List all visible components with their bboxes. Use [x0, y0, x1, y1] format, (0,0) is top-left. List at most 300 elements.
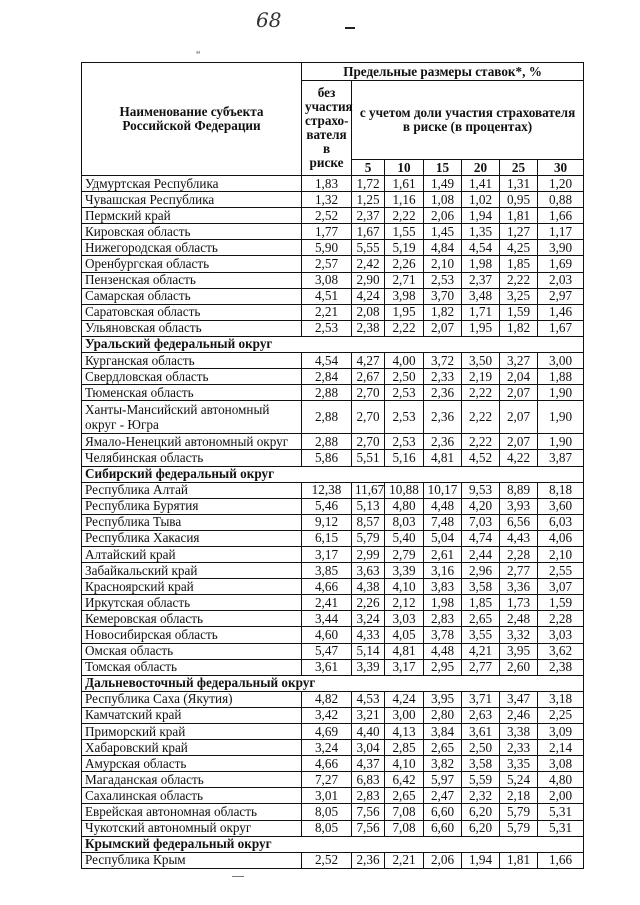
rate-value: 3,08: [538, 756, 584, 772]
rate-value: 4,84: [424, 240, 462, 256]
rate-value: 2,88: [302, 434, 352, 450]
rate-value: 5,04: [424, 530, 462, 546]
region-name: Свердловская область: [82, 369, 302, 385]
rate-value: 5,90: [302, 240, 352, 256]
header-percent: 25: [500, 160, 538, 176]
table-row: [82, 240, 584, 256]
rate-value: 2,07: [424, 320, 462, 336]
region-name: Республика Тыва: [82, 514, 302, 530]
region-name: Амурская область: [82, 756, 302, 772]
rate-value: 4,40: [352, 724, 385, 740]
table-row: [82, 788, 584, 804]
rate-value: 1,66: [538, 852, 584, 868]
rate-value: 4,80: [538, 772, 584, 788]
rate-value: 3,95: [500, 643, 538, 659]
district-row: [82, 466, 584, 482]
rate-value: 1,95: [385, 304, 424, 320]
rate-value: 2,99: [352, 546, 385, 562]
rate-value: 2,71: [385, 272, 424, 288]
rate-value: 2,79: [385, 546, 424, 562]
table-row: [82, 401, 584, 434]
rate-value: 1,02: [462, 192, 500, 208]
rate-value: 2,65: [424, 740, 462, 756]
table-row: [82, 224, 584, 240]
table-row: [82, 595, 584, 611]
region-name: Кемеровская область: [82, 611, 302, 627]
rate-value: 3,61: [462, 724, 500, 740]
rate-value: 3,32: [500, 627, 538, 643]
rate-value: 2,38: [538, 659, 584, 675]
rate-value: 2,53: [424, 272, 462, 288]
scan-dash-mark: [345, 27, 355, 29]
rate-value: 1,45: [424, 224, 462, 240]
rate-value: 6,83: [352, 772, 385, 788]
rate-value: 2,53: [302, 320, 352, 336]
rate-value: 2,12: [385, 595, 424, 611]
rate-value: 2,10: [424, 256, 462, 272]
rate-value: 5,46: [302, 498, 352, 514]
rate-value: 5,14: [352, 643, 385, 659]
rate-value: 2,21: [302, 304, 352, 320]
rate-value: 2,08: [352, 304, 385, 320]
rate-value: 3,78: [424, 627, 462, 643]
rate-value: 1,25: [352, 192, 385, 208]
table-row: [82, 707, 584, 723]
table-row: [82, 434, 584, 450]
rate-value: 2,36: [424, 434, 462, 450]
header-without-participation: без участия страхо-вателя в риске: [302, 81, 352, 176]
rate-value: 2,26: [385, 256, 424, 272]
rate-value: 2,52: [302, 852, 352, 868]
rate-value: 3,00: [538, 353, 584, 369]
rate-value: 3,01: [302, 788, 352, 804]
rate-value: 2,18: [500, 788, 538, 804]
rate-value: 1,85: [500, 256, 538, 272]
region-name: Хабаровский край: [82, 740, 302, 756]
rate-value: 3,62: [538, 643, 584, 659]
table-row: [82, 691, 584, 707]
rate-value: 3,24: [302, 740, 352, 756]
rate-value: 4,20: [462, 498, 500, 514]
rate-value: 2,07: [500, 434, 538, 450]
rate-value: 2,77: [462, 659, 500, 675]
rate-value: 2,00: [538, 788, 584, 804]
rate-value: 2,47: [424, 788, 462, 804]
rate-value: 1,41: [462, 176, 500, 192]
rate-value: 3,55: [462, 627, 500, 643]
table-row: [82, 643, 584, 659]
table-row: [82, 756, 584, 772]
rate-value: 4,38: [352, 579, 385, 595]
rate-value: 2,32: [462, 788, 500, 804]
rate-value: 8,03: [385, 514, 424, 530]
table-row: [82, 208, 584, 224]
rate-value: 3,38: [500, 724, 538, 740]
rate-value: 3,39: [385, 563, 424, 579]
rate-value: 7,08: [385, 804, 424, 820]
rate-value: 4,21: [462, 643, 500, 659]
rate-value: 1,81: [500, 852, 538, 868]
rate-value: 1,94: [462, 208, 500, 224]
rate-value: 2,55: [538, 563, 584, 579]
rate-value: 2,83: [424, 611, 462, 627]
rate-value: 4,54: [462, 240, 500, 256]
region-name: Республика Хакасия: [82, 530, 302, 546]
scan-bottom-mark: [232, 876, 244, 877]
rate-value: 1,81: [500, 208, 538, 224]
table-row: [82, 353, 584, 369]
header-with-participation: с учетом доли участия страхователя в риске (в процентах): [352, 81, 584, 160]
region-name: Омская область: [82, 643, 302, 659]
rate-value: 7,56: [352, 804, 385, 820]
rate-value: 4,81: [424, 450, 462, 466]
rates-table: [81, 62, 584, 869]
rate-value: 5,13: [352, 498, 385, 514]
rate-value: 2,07: [500, 385, 538, 401]
region-name: Ханты-Мансийский автономный округ - Югра: [82, 401, 302, 434]
rate-value: 2,21: [385, 852, 424, 868]
table-row: [82, 369, 584, 385]
rate-value: 3,60: [538, 498, 584, 514]
rate-value: 1,82: [500, 320, 538, 336]
rate-value: 3,36: [500, 579, 538, 595]
rate-value: 2,85: [385, 740, 424, 756]
rate-value: 1,95: [462, 320, 500, 336]
region-name: Камчатский край: [82, 707, 302, 723]
rate-value: 4,10: [385, 756, 424, 772]
rate-value: 3,03: [538, 627, 584, 643]
region-name: Тюменская область: [82, 385, 302, 401]
rate-value: 3,47: [500, 691, 538, 707]
table-row: [82, 820, 584, 836]
table-row: [82, 740, 584, 756]
rate-value: 2,10: [538, 546, 584, 562]
rate-value: 4,81: [385, 643, 424, 659]
rate-value: 2,37: [352, 208, 385, 224]
rate-value: 8,89: [500, 482, 538, 498]
rate-value: 2,42: [352, 256, 385, 272]
rate-value: 1,98: [424, 595, 462, 611]
rate-value: 2,90: [352, 272, 385, 288]
rate-value: 3,24: [352, 611, 385, 627]
rate-value: 2,44: [462, 546, 500, 562]
rate-value: 5,59: [462, 772, 500, 788]
rate-value: 6,56: [500, 514, 538, 530]
rate-value: 2,22: [462, 385, 500, 401]
rate-value: 5,86: [302, 450, 352, 466]
rate-value: 4,60: [302, 627, 352, 643]
rate-value: 5,51: [352, 450, 385, 466]
region-name: Ямало-Ненецкий автономный округ: [82, 434, 302, 450]
rate-value: 5,40: [385, 530, 424, 546]
rate-value: 4,52: [462, 450, 500, 466]
table-row: [82, 288, 584, 304]
rate-value: 2,95: [424, 659, 462, 675]
rate-value: 1,85: [462, 595, 500, 611]
rate-value: 4,66: [302, 756, 352, 772]
rate-value: 3,50: [462, 353, 500, 369]
rate-value: 2,26: [352, 595, 385, 611]
rate-value: 1,49: [424, 176, 462, 192]
rate-value: 4,48: [424, 498, 462, 514]
region-name: Республика Алтай: [82, 482, 302, 498]
rate-value: 10,17: [424, 482, 462, 498]
region-name: Забайкальский край: [82, 563, 302, 579]
rate-value: 2,04: [500, 369, 538, 385]
rate-value: 3,63: [352, 563, 385, 579]
rate-value: 3,93: [500, 498, 538, 514]
table-row: [82, 579, 584, 595]
table-body: [82, 176, 584, 869]
rate-value: 3,00: [385, 707, 424, 723]
header-percent: 15: [424, 160, 462, 176]
rate-value: 2,22: [500, 272, 538, 288]
region-name: Курганская область: [82, 353, 302, 369]
rate-value: 4,10: [385, 579, 424, 595]
table-row: [82, 320, 584, 336]
rate-value: 3,61: [302, 659, 352, 675]
rate-value: 8,57: [352, 514, 385, 530]
scan-tick-mark: “: [196, 50, 201, 61]
rate-value: 4,24: [385, 691, 424, 707]
rate-value: 1,71: [462, 304, 500, 320]
rate-value: 2,33: [500, 740, 538, 756]
rate-value: 1,55: [385, 224, 424, 240]
table-row: [82, 256, 584, 272]
rate-value: 3,90: [538, 240, 584, 256]
rate-value: 1,20: [538, 176, 584, 192]
rate-value: 3,21: [352, 707, 385, 723]
rate-value: 11,67: [352, 482, 385, 498]
rate-value: 6,15: [302, 530, 352, 546]
rate-value: 2,41: [302, 595, 352, 611]
table-row: [82, 772, 584, 788]
rate-value: 5,47: [302, 643, 352, 659]
rate-value: 8,05: [302, 804, 352, 820]
rate-value: 6,20: [462, 804, 500, 820]
rate-value: 2,22: [385, 320, 424, 336]
rate-value: 1,31: [500, 176, 538, 192]
header-percent: 10: [385, 160, 424, 176]
region-name: Иркутская область: [82, 595, 302, 611]
table-row: [82, 192, 584, 208]
rate-value: 2,06: [424, 852, 462, 868]
rate-value: 1,17: [538, 224, 584, 240]
rate-value: 6,20: [462, 820, 500, 836]
rate-value: 6,42: [385, 772, 424, 788]
rate-value: 2,50: [462, 740, 500, 756]
rate-value: 2,06: [424, 208, 462, 224]
header-percent: 30: [538, 160, 584, 176]
region-name: Ульяновская область: [82, 320, 302, 336]
rate-value: 1,59: [538, 595, 584, 611]
rate-value: 12,38: [302, 482, 352, 498]
rate-value: 4,37: [352, 756, 385, 772]
rate-value: 1,72: [352, 176, 385, 192]
rate-value: 2,88: [302, 401, 352, 434]
region-name: Чукотский автономный округ: [82, 820, 302, 836]
rate-value: 4,69: [302, 724, 352, 740]
district-row: [82, 336, 584, 352]
rate-value: 1,16: [385, 192, 424, 208]
region-name: Приморский край: [82, 724, 302, 740]
rate-value: 2,19: [462, 369, 500, 385]
rate-value: 3,42: [302, 707, 352, 723]
rate-value: 3,17: [385, 659, 424, 675]
rate-value: 2,36: [424, 385, 462, 401]
rate-value: 4,74: [462, 530, 500, 546]
region-name: Челябинская область: [82, 450, 302, 466]
table-row: [82, 627, 584, 643]
rate-value: 2,46: [500, 707, 538, 723]
table-row: [82, 498, 584, 514]
header-percent: 5: [352, 160, 385, 176]
rate-value: 9,53: [462, 482, 500, 498]
rate-value: 1,66: [538, 208, 584, 224]
rate-value: 4,53: [352, 691, 385, 707]
rate-value: 1,35: [462, 224, 500, 240]
rate-value: 2,07: [500, 401, 538, 434]
rate-value: 3,87: [538, 450, 584, 466]
table-row: [82, 482, 584, 498]
rate-value: 7,27: [302, 772, 352, 788]
rate-value: 1,61: [385, 176, 424, 192]
rate-value: 3,72: [424, 353, 462, 369]
rate-value: 2,25: [538, 707, 584, 723]
rate-value: 5,16: [385, 450, 424, 466]
rate-value: 2,63: [462, 707, 500, 723]
rate-value: 2,84: [302, 369, 352, 385]
rate-value: 6,60: [424, 804, 462, 820]
rate-value: 2,03: [538, 272, 584, 288]
rate-value: 5,31: [538, 804, 584, 820]
table-row: [82, 385, 584, 401]
district-name: Дальневосточный федеральный округ: [82, 675, 584, 691]
rate-value: 1,46: [538, 304, 584, 320]
table-row: [82, 804, 584, 820]
rate-value: 3,08: [302, 272, 352, 288]
rate-value: 4,27: [352, 353, 385, 369]
table-row: [82, 546, 584, 562]
region-name: Красноярский край: [82, 579, 302, 595]
rate-value: 5,79: [500, 820, 538, 836]
rate-value: 2,22: [385, 208, 424, 224]
rate-value: 5,24: [500, 772, 538, 788]
rate-value: 2,38: [352, 320, 385, 336]
rate-value: 7,56: [352, 820, 385, 836]
rate-value: 2,67: [352, 369, 385, 385]
rate-value: 2,60: [500, 659, 538, 675]
table-row: [82, 611, 584, 627]
rate-value: 1,82: [424, 304, 462, 320]
rate-value: 2,88: [302, 385, 352, 401]
rate-value: 2,53: [385, 401, 424, 434]
rate-value: 2,48: [500, 611, 538, 627]
table-row: [82, 724, 584, 740]
rate-value: 2,36: [424, 401, 462, 434]
region-name: Республика Саха (Якутия): [82, 691, 302, 707]
table-row: [82, 514, 584, 530]
rate-value: 3,85: [302, 563, 352, 579]
rate-value: 2,57: [302, 256, 352, 272]
page-number: 68: [256, 8, 282, 32]
rate-value: 7,48: [424, 514, 462, 530]
rate-value: 8,18: [538, 482, 584, 498]
rate-value: 3,44: [302, 611, 352, 627]
region-name: Еврейская автономная область: [82, 804, 302, 820]
rate-value: 4,82: [302, 691, 352, 707]
region-name: Новосибирская область: [82, 627, 302, 643]
table-row: [82, 852, 584, 868]
district-name: Уральский федеральный округ: [82, 336, 584, 352]
rate-value: 4,66: [302, 579, 352, 595]
rate-value: 4,54: [302, 353, 352, 369]
rate-value: 9,12: [302, 514, 352, 530]
table-row: [82, 530, 584, 546]
rate-value: 1,59: [500, 304, 538, 320]
rate-value: 4,22: [500, 450, 538, 466]
rate-value: 2,36: [352, 852, 385, 868]
rate-value: 4,80: [385, 498, 424, 514]
rate-value: 1,98: [462, 256, 500, 272]
rate-value: 4,33: [352, 627, 385, 643]
rate-value: 1,94: [462, 852, 500, 868]
region-name: Пензенская область: [82, 272, 302, 288]
rate-value: 2,97: [538, 288, 584, 304]
rate-value: 1,90: [538, 401, 584, 434]
rate-value: 2,80: [424, 707, 462, 723]
rate-value: 1,67: [538, 320, 584, 336]
rate-value: 3,09: [538, 724, 584, 740]
rate-value: 3,39: [352, 659, 385, 675]
rate-value: 2,52: [302, 208, 352, 224]
rate-value: 3,58: [462, 756, 500, 772]
region-name: Томская область: [82, 659, 302, 675]
rate-value: 2,53: [385, 434, 424, 450]
rate-value: 3,27: [500, 353, 538, 369]
region-name: Удмуртская Республика: [82, 176, 302, 192]
rate-value: 3,25: [500, 288, 538, 304]
rate-value: 6,60: [424, 820, 462, 836]
region-name: Кировская область: [82, 224, 302, 240]
rate-value: 1,83: [302, 176, 352, 192]
rate-value: 3,95: [424, 691, 462, 707]
rate-value: 3,82: [424, 756, 462, 772]
rate-value: 4,13: [385, 724, 424, 740]
rate-value: 2,65: [462, 611, 500, 627]
rate-value: 1,69: [538, 256, 584, 272]
rate-value: 3,70: [424, 288, 462, 304]
region-name: Алтайский край: [82, 546, 302, 562]
rate-value: 2,70: [352, 401, 385, 434]
region-name: Магаданская область: [82, 772, 302, 788]
rate-value: 3,84: [424, 724, 462, 740]
rate-value: 10,88: [385, 482, 424, 498]
header-rate-limits: Предельные размеры ставок*, %: [302, 63, 584, 81]
district-row: [82, 675, 584, 691]
rate-value: 2,28: [500, 546, 538, 562]
rate-value: 5,31: [538, 820, 584, 836]
rate-value: 4,25: [500, 240, 538, 256]
rate-value: 8,05: [302, 820, 352, 836]
region-name: Оренбургская область: [82, 256, 302, 272]
region-name: Саратовская область: [82, 304, 302, 320]
table-row: [82, 450, 584, 466]
rate-value: 2,83: [352, 788, 385, 804]
rate-value: 4,51: [302, 288, 352, 304]
rate-value: 6,03: [538, 514, 584, 530]
rate-value: 2,77: [500, 563, 538, 579]
